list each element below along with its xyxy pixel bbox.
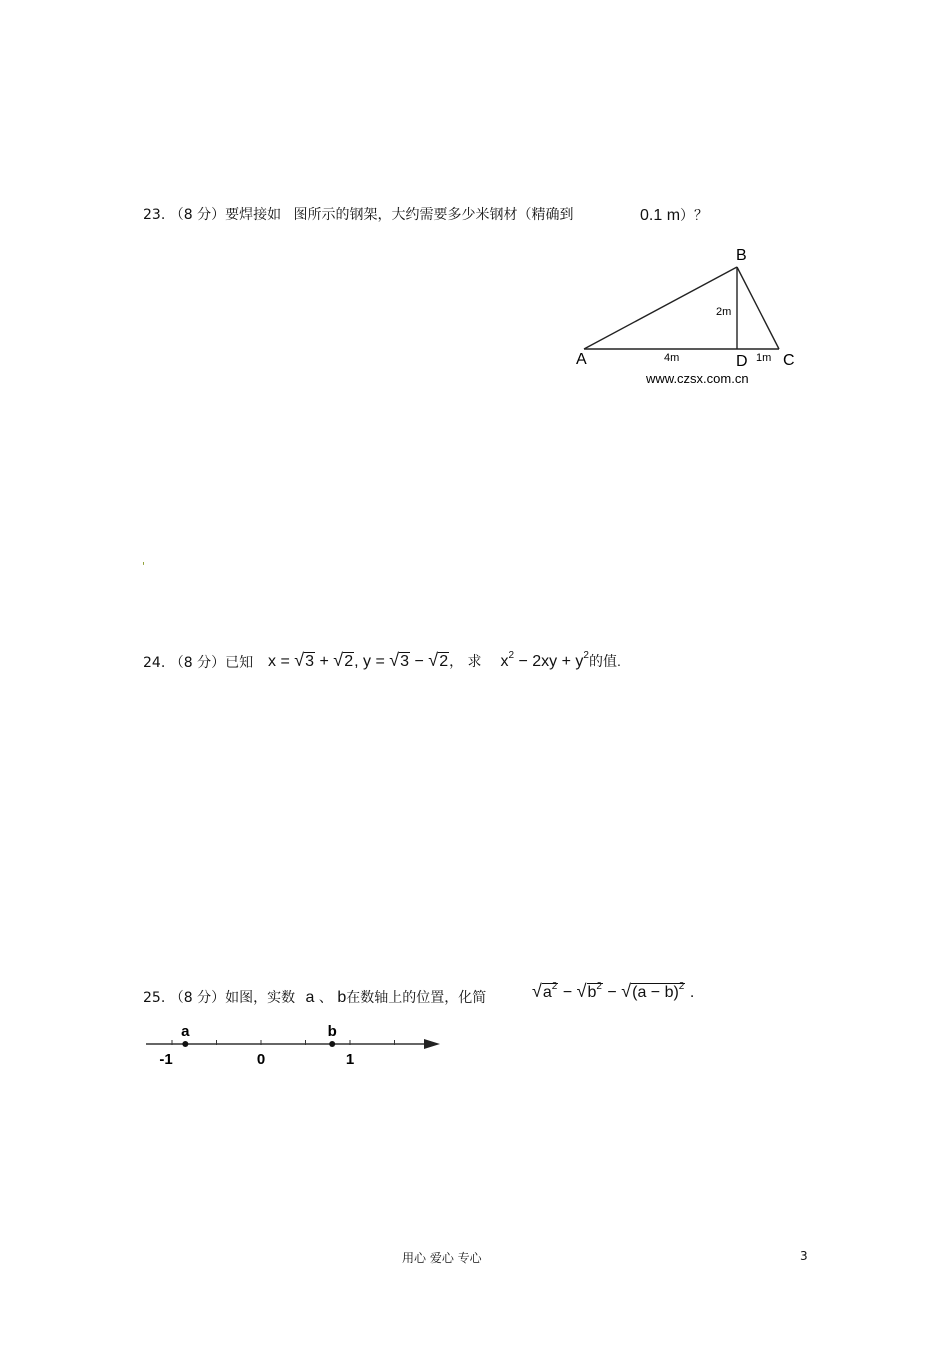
footer-center: 用心 爱心 专心 [402,1251,482,1265]
var-a: a [305,989,315,1006]
q23-precision: 0.1 m [640,207,681,224]
q25-expression: $√a^2 - √b^2 - √(a - b)^2$ . [532,981,695,1001]
x-lhs: x = [268,653,290,670]
q24-text [143,652,253,672]
tick-label-0: 0 [256,1051,266,1068]
q23-points: （8 分） [169,207,226,223]
x-op: + [319,653,329,670]
y-lhs: y = [363,653,385,670]
expr-mid: − 2xy + [518,653,571,670]
q24-text-c: 的值. [588,653,621,669]
q25-text-a: 如图，实数 [225,990,296,1006]
q24-text-a: 已知 [225,655,254,671]
sqrt-2-x: √2 [333,650,354,670]
q24-text-b: 求 [467,653,482,669]
q24-points: （8 分） [169,655,226,671]
axis-arrow [424,1039,440,1049]
q25-points: （8 分） [169,990,226,1006]
point-b-label: b [327,1023,337,1040]
vertex-B: B [736,247,747,264]
q24-number: 24. [143,655,166,671]
label-BD: 2m [716,306,732,318]
q23-close: ）？ [680,207,709,223]
number-line [140,1018,450,1072]
q25-text-b: 在数轴上的位置，化简 [346,990,487,1006]
q23-text [143,204,574,224]
expr-y: y [575,653,584,670]
page-number: 3 [800,1249,808,1263]
edge-AB [584,267,737,349]
var-b: b [337,989,347,1006]
tick-label-1: 1 [345,1051,355,1068]
q25-text: 25. （8 分）如图，实数 a 、 b在数轴上的位置，化简 [143,989,487,1006]
sqrt-2-y: √2 [428,650,449,670]
vertex-C: C [783,352,795,369]
vertex-A: A [576,351,587,368]
label-AD: 4m [664,352,680,364]
stray-mark: ' [142,560,146,573]
q23-text-a: 要焊接如 [225,207,282,223]
q23-number: 23. [143,207,166,223]
sqrt-3-y: √3 [389,650,410,670]
q23-text-b: 图所示的钢架，大约需要多少米钢材（精确到 [293,207,574,223]
point-a-label: a [181,1023,190,1040]
point-b [329,1041,335,1047]
y-op: − [414,653,424,670]
q24-equation: x = √3 + √2, y = √3 − √2， 求 $x^2 - 2xy + y^2$的值. [268,650,621,670]
sqrt-a2: $√a^2$ [532,981,558,1001]
tick-label-neg1: -1 [159,1051,173,1068]
label-DC: 1m [756,352,772,364]
sqrt-3-x: √3 [294,650,315,670]
q25-number: 25. [143,990,166,1006]
point-a [182,1041,188,1047]
sqrt-b2: $√b^2$ [576,981,602,1001]
q23-triangle-figure [570,240,810,390]
watermark: www.czsx.com.cn [646,371,749,386]
edge-BC [737,267,779,349]
sqrt-amb2: $√(a - b)^2$ [621,981,685,1001]
vertex-D: D [736,353,748,370]
expr-x: x [500,653,509,670]
q23-precision-line [640,205,708,225]
